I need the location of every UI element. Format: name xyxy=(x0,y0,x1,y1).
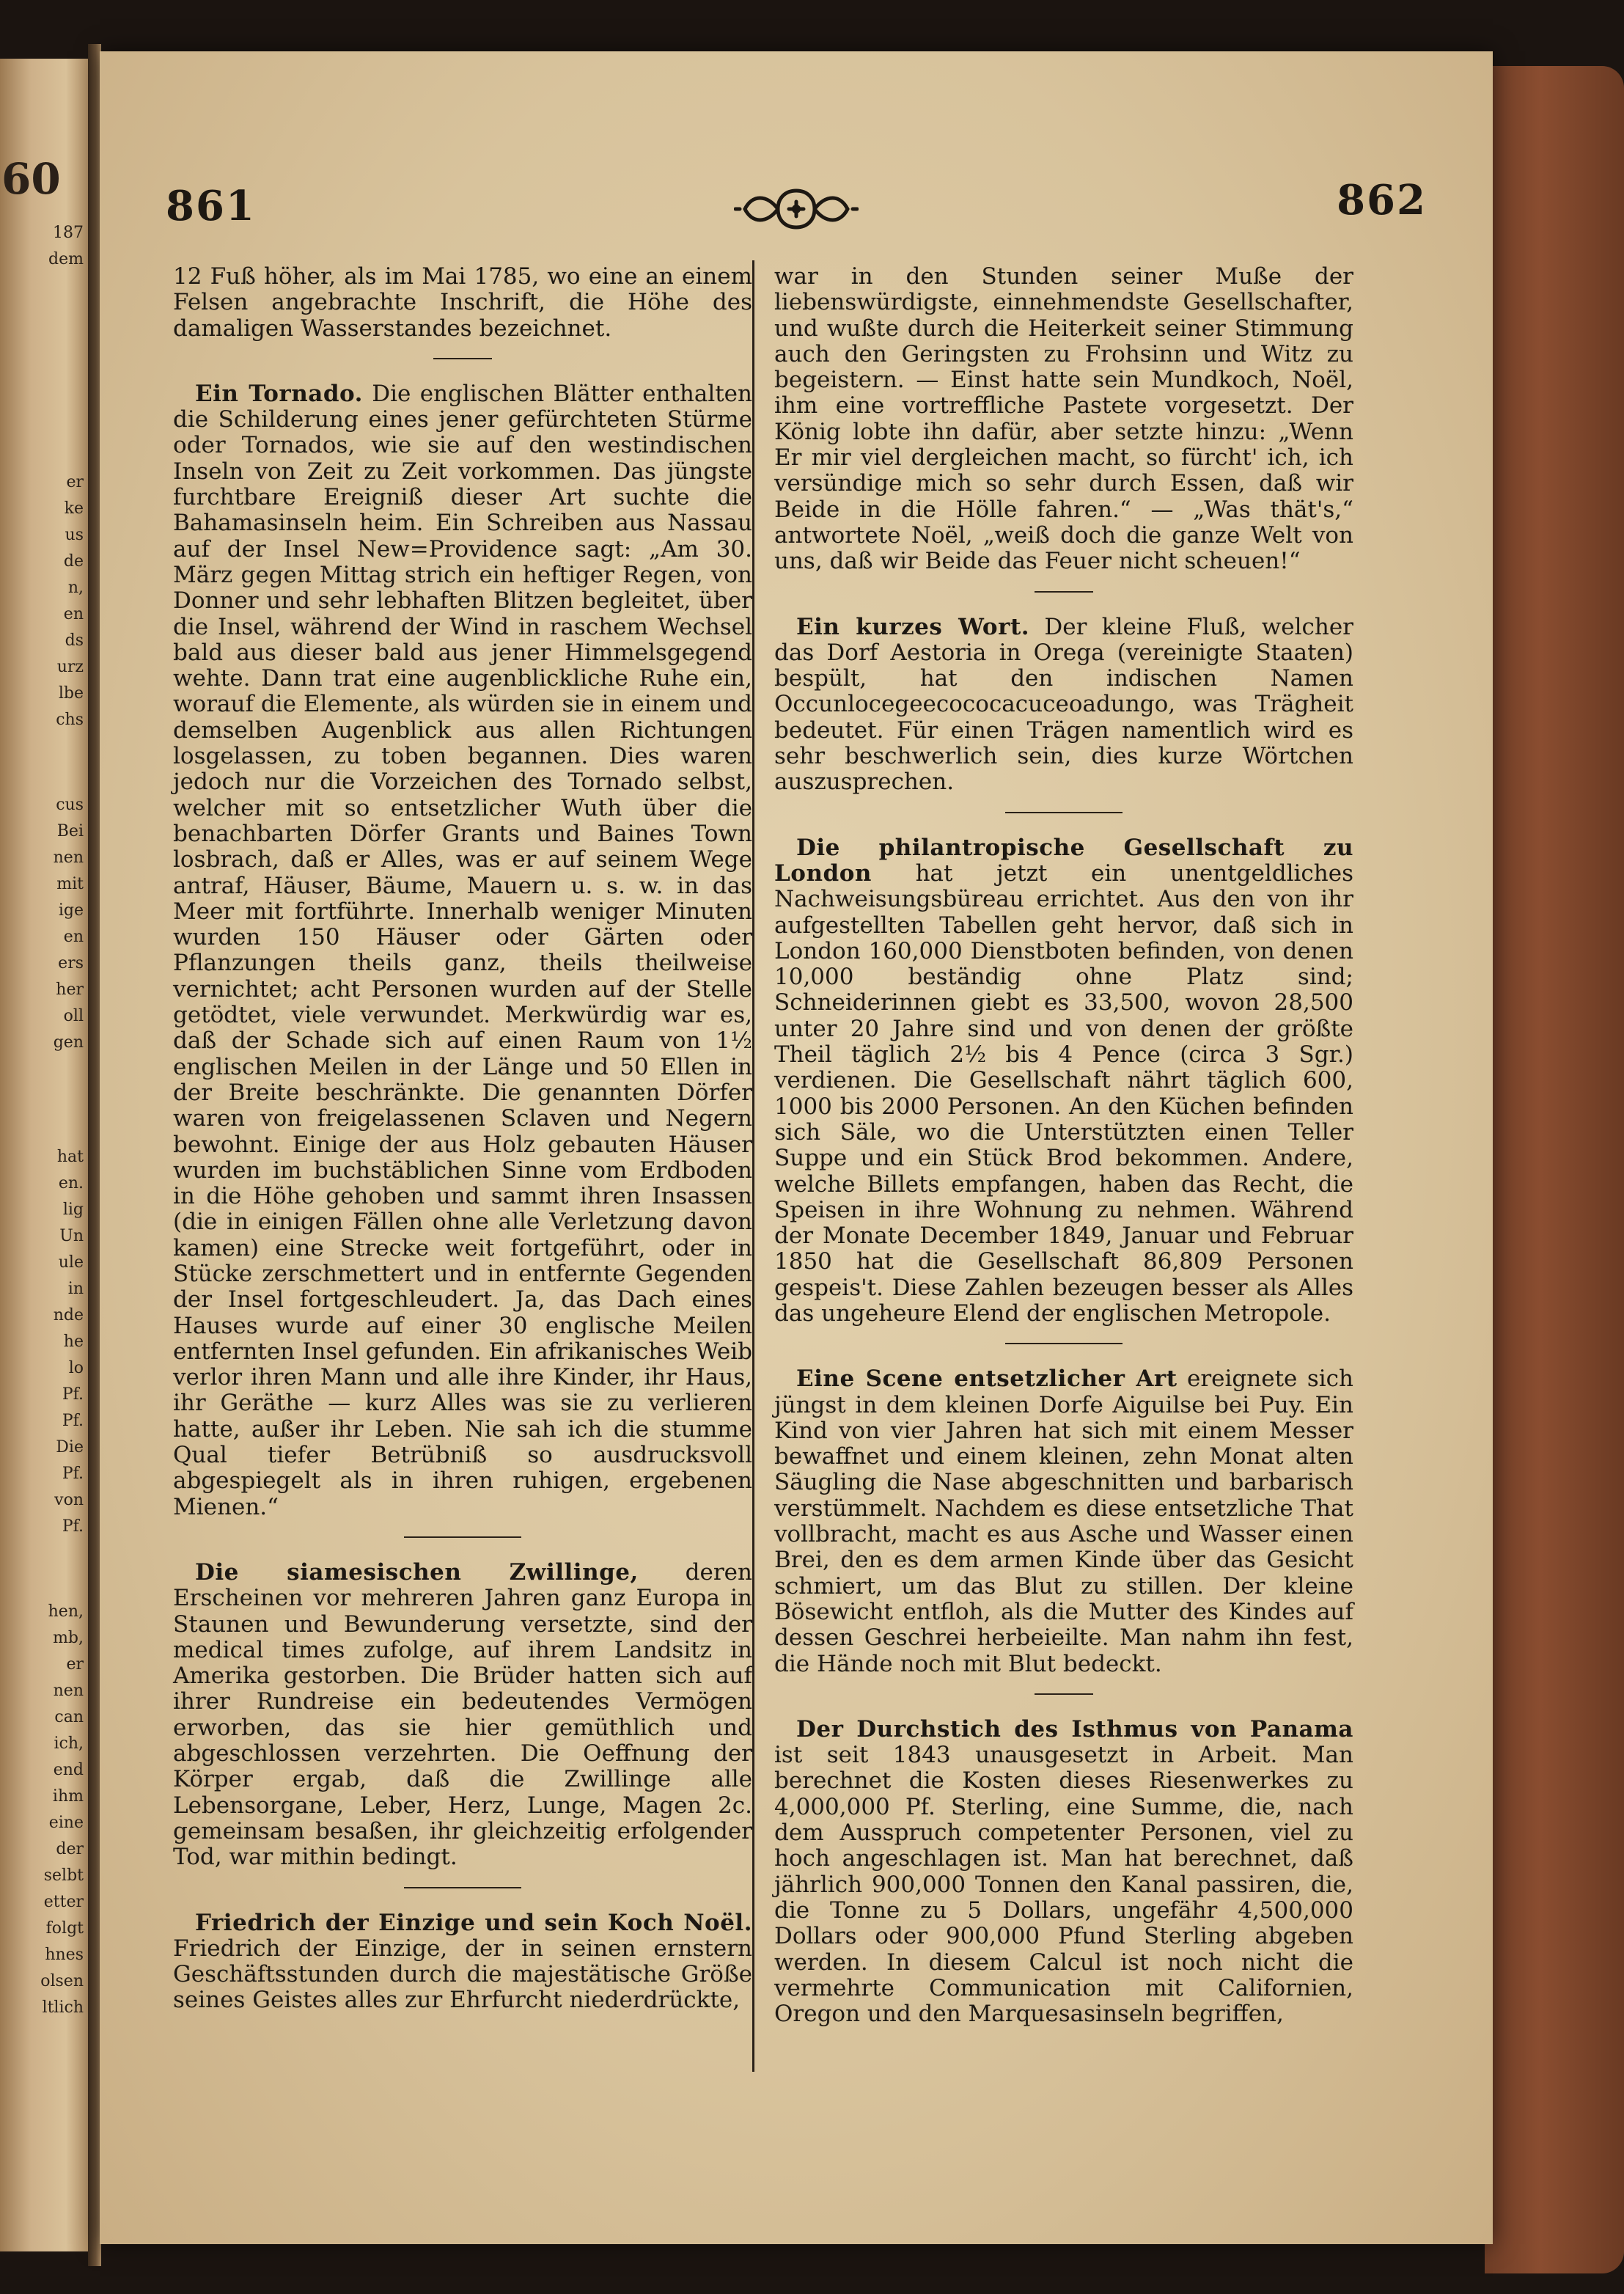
facing-page-fragment-line: von xyxy=(54,1491,84,1509)
facing-page-fragment-line: mb, xyxy=(53,1629,84,1647)
facing-page-text-top xyxy=(3,220,84,273)
facing-page-fragment-line: mit xyxy=(56,875,84,893)
right-column xyxy=(774,264,1353,2031)
facing-page-fragment-line: cus xyxy=(56,796,84,814)
article-text: 12 Fuß höher, als im Mai 1785, wo eine an einem Felsen angebrachte Inschrift, die Höhe des damaligen Wasserstandes bezeichnet. xyxy=(173,263,752,342)
facing-page-fragment-line: er xyxy=(66,1655,84,1674)
facing-page-fragment-line: ihm xyxy=(52,1787,84,1806)
facing-page-text-low xyxy=(3,792,84,1056)
article-text: war in den Stunden seiner Muße der liebenswürdigste, einnehmendste Gesellschafter, und wußte durch die Heiterkeit seiner Stimmung auch den Geringsten zu Frohsinn und Witz zu begeistern. — Einst hatte sein Mundkoch, Noël, ihm eine vortreffliche Pastete vorgesetzt. Der König lobte ihn dafür, aber setzte hinzu: „Wenn Er mir viel dergleichen macht, so fürcht' ich, ich versündige mich so sehr durch Essen, daß wir Beide in die Hölle fahren.“ — „Was thät's,“ antwortete Noël, „weiß doch die ganze Welt von uns, daß wir Beide das Feuer nicht scheuen!“ xyxy=(774,263,1353,575)
article-divider xyxy=(1035,591,1093,593)
facing-page-fragment-line: ers xyxy=(58,954,84,972)
facing-page-fragment-line: dem xyxy=(48,250,84,268)
book-cover-edge xyxy=(1485,66,1624,2273)
facing-page-fragment-line: eine xyxy=(48,1814,84,1832)
article-intro xyxy=(173,264,752,342)
facing-page-fragment-line: 187 xyxy=(53,224,84,242)
facing-page-fragment-line: in xyxy=(67,1280,84,1298)
facing-page-fragment-line: ds xyxy=(65,631,84,650)
facing-page-fragment-line: hen, xyxy=(48,1602,84,1621)
facing-page-fragment-line: Die xyxy=(56,1438,84,1456)
facing-page-fragment-line: nen xyxy=(53,1682,84,1700)
column-divider xyxy=(752,260,754,2072)
facing-page-text-bottom xyxy=(3,1599,84,2021)
facing-page-fragment-line: ule xyxy=(58,1253,84,1272)
facing-page-fragment-line: end xyxy=(53,1761,84,1779)
article-divider xyxy=(404,1536,521,1538)
facing-page-fragment-line: hnes xyxy=(45,1946,84,1964)
book-page xyxy=(100,51,1493,2244)
facing-page-fragment-line: ich, xyxy=(54,1734,84,1753)
article-divider xyxy=(1005,1343,1123,1344)
facing-page-fragment-line: us xyxy=(65,526,84,544)
facing-page-fragment-line: nde xyxy=(53,1306,84,1324)
facing-page-fragment-line: Pf. xyxy=(62,1465,84,1483)
facing-page-fragment-line: ltlich xyxy=(42,1998,84,2017)
article-divider xyxy=(1005,812,1123,813)
facing-page-fragment-line: en xyxy=(63,928,84,946)
facing-page-fragment-line: en xyxy=(63,605,84,623)
facing-page-fragment-line: Pf. xyxy=(62,1385,84,1404)
article-divider xyxy=(1035,1693,1093,1695)
article-text: ist seit 1843 unausgesetzt in Arbeit. Man berechnet die Kosten dieses Riesenwerkes zu 4,000,000 Pf. Sterling, eine Summe, die, nach dem Ausspruch competenter Personen, viel zu hoch angeschlagen ist. Man hat berechnet, daß jährlich 900,000 Tonnen den Kanal passiren, die, die Tonne zu 5 Dollars, ungefähr 4,500,000 Dollars oder 900,000 Pfund Sterling abgeben werden. In diesem Calcul ist noch nicht die vermehrte Communication mit Californien, Oregon und den Marquesasinseln begriffen, xyxy=(774,1742,1353,2028)
facing-page-fragment-line: Bei xyxy=(56,822,84,840)
facing-page-fragment-line: he xyxy=(63,1333,84,1351)
facing-page-text-mid xyxy=(3,469,84,733)
article-siamese-twins xyxy=(173,1560,752,1871)
article-heading: Ein Tornado. xyxy=(195,380,363,407)
page-number-right: 862 xyxy=(1337,176,1427,224)
facing-page-fragment-line: Pf. xyxy=(62,1517,84,1536)
article-heading: Die philantropische Gesellschaft zu London xyxy=(774,834,1353,887)
article-divider xyxy=(433,358,492,359)
article-friedrich-continued xyxy=(774,264,1353,575)
facing-page-fragment-line: nen xyxy=(53,849,84,867)
page-header xyxy=(166,176,1427,264)
article-heading: Der Durchstich des Isthmus von Panama xyxy=(796,1715,1353,1743)
facing-page-fragment-line: selbt xyxy=(43,1866,84,1885)
facing-page-fragment-line: etter xyxy=(43,1893,84,1911)
facing-page-fragment-line: her xyxy=(56,981,84,999)
facing-page-fragment-line: en. xyxy=(58,1174,84,1192)
article-heading: Die siamesischen Zwillinge, xyxy=(195,1558,639,1586)
article-heading: Friedrich der Einzige und sein Koch Noël. xyxy=(195,1909,752,1936)
facing-page-fragment-line: can xyxy=(54,1708,84,1726)
article-terrible-scene xyxy=(774,1366,1353,1677)
article-heading: Ein kurzes Wort. xyxy=(796,613,1030,640)
article-text: deren Erscheinen vor mehreren Jahren ganz Europa in Staunen und Bewunderung versetzte, sind der medical times zufolge, auf ihrem Landsitz in Amerika gestorben. Die Brüder hatten sich auf ihrer Rundreise ein bedeutendes Vermögen erworben, das sie hier gemüthlich und abgeschlossen verzehrten. Die Oeffnung der Körper ergab, daß die Zwillinge alle Lebensorgane, Leber, Herz, Lunge, Magen 2c. gemeinsam besaßen, ihr gleichzeitig erfolgender Tod, war mithin bedingt. xyxy=(173,1558,752,1871)
facing-page-fragment-line: lig xyxy=(62,1201,84,1219)
facing-page-fragment-line: Un xyxy=(59,1227,84,1245)
facing-page-number: 60 xyxy=(1,154,61,204)
facing-page-fragment-line: Pf. xyxy=(62,1412,84,1430)
facing-page-fragment-line: folgt xyxy=(45,1919,84,1938)
facing-page-fragment-line: er xyxy=(66,473,84,491)
article-philanthropic-society xyxy=(774,835,1353,1327)
facing-page-fragment xyxy=(0,59,88,2251)
facing-page-fragment-line: chs xyxy=(56,711,84,729)
facing-page-fragment-line: gen xyxy=(53,1033,84,1052)
facing-page-fragment-line: der xyxy=(56,1840,84,1858)
article-divider xyxy=(404,1887,521,1888)
facing-page-fragment-line: ke xyxy=(64,499,84,518)
facing-page-fragment-line: lbe xyxy=(58,684,84,703)
left-column xyxy=(173,264,752,2018)
article-friedrich xyxy=(173,1910,752,2014)
facing-page-fragment-line: n, xyxy=(67,579,84,597)
page-number-left: 861 xyxy=(166,182,256,230)
article-text: ereignete sich jüngst in dem kleinen Dorfe Aiguilse bei Puy. Ein Kind von vier Jahren hat sich mit einem Messer bewaffnet und einem kleinen, zehn Monat alten Säugling die Nase abgeschnitten und barbarisch verstümmelt. Nachdem es diese entsetzliche That vollbracht, macht es aus Asche und Wasser einen Brei, den es dem armen Kinde über das Gesicht schmiert, um das Blut zu stillen. Der kleine Bösewicht entfloh, als die Mutter des Kindes auf dessen Geschrei herbeieilte. Man nahm ihn fest, die Hände noch mit Blut bedeckt. xyxy=(774,1366,1353,1677)
article-heading: Eine Scene entsetzlicher Art xyxy=(796,1366,1177,1393)
facing-page-fragment-line: de xyxy=(63,552,84,571)
facing-page-fragment-line: ige xyxy=(58,901,84,920)
article-text: hat jetzt ein unentgeldliches Nachweisungsbüreau errichtet. Aus den von ihr aufgestellten Tabellen geht hervor, daß sich in London 160,000 Dienstboten befinden, von denen 10,000 beständig ohne Platz sind; Schneiderinnen giebt es 33,500, wovon 28,500 unter 20 Jahre sind und von denen der größte Theil täglich 2½ bis 4 Pence (circa 3 Sgr.) verdienen. Die Gesellschaft nährt täglich 600, 1000 bis 2000 Personen. An den Küchen befinden sich Säle, wo die Unterstützten einen Teller Suppe und ein Stück Brod bekommen. Andere, welche Billets empfangen, haben das Recht, die Speisen in ihre Wohnung zu nehmen. Während der Monate December 1849, Januar und Februar 1850 hat die Gesellschaft 86,809 Personen gespeis't. Diese Zahlen bezeugen besser als Alles das ungeheure Elend der englischen Metropole. xyxy=(774,860,1353,1327)
facing-page-fragment-line: olsen xyxy=(40,1972,84,1990)
article-text: Der kleine Fluß, welcher das Dorf Aestoria in Orega (vereinigte Staaten) bespült, hat den indischen Namen Occunlocegeecococacuceoadungo, was Trägheit bedeutet. Für einen Trägen namentlich wird es sehr beschwerlich sein, dies kurze Wörtchen auszusprechen. xyxy=(774,613,1353,796)
facing-page-fragment-line: hat xyxy=(56,1148,84,1166)
article-text: Friedrich der Einzige, der in seinen ernstern Geschäftsstunden durch die majestätische Größe seines Geistes alles zur Ehrfurcht niederdrückte, xyxy=(173,1935,752,2014)
facing-page-fragment-line: lo xyxy=(68,1359,84,1377)
article-tornado xyxy=(173,381,752,1520)
facing-page-fragment-line: urz xyxy=(56,658,84,676)
article-panama xyxy=(774,1717,1353,2028)
article-short-word xyxy=(774,615,1353,796)
facing-page-fragment-line: oll xyxy=(63,1007,84,1025)
ornament-icon xyxy=(734,176,859,242)
facing-page-text-lower xyxy=(3,1144,84,1540)
article-text: Die englischen Blätter enthalten die Schilderung eines jener gefürchteten Stürme oder Tornados, wie sie auf den westindischen Inseln von Zeit zu Zeit vorkommen. Das jüngste furchtbare Ereigniß dieser Art suchte die Bahamasinseln heim. Ein Schreiben aus Nassau auf der Insel New=Providence sagt: „Am 30. März gegen Mittag strich ein heftiger Regen, von Donner und sehr lebhaften Blitzen begleitet, über die Insel, während der Wind in raschem Wechsel bald aus dieser bald aus jener Himmelsgegend wehte. Dann trat eine augenblickliche Ruhe ein, worauf die Elemente, als würden sie in einem und demselben Augenblick aus allen Richtungen losgelassen, zu toben begannen. Dies waren jedoch nur die Vorzeichen des Tornado selbst, welcher mit so entsetzlicher Wuth über die benachbarten Dörfer Grants und Baines Town losbrach, daß er Alles, was er auf seinem Wege antraf, Häuser, Bäume, Mauern u. s. w. in das Meer mit fortführte. Innerhalb weniger Minuten wurden 150 Häuser oder Gärten oder Pflanzungen theils ganz, theils theilweise vernichtet; acht Personen wurden auf der Stelle getödtet, viele verwundet. Merkwürdig war es, daß der Schade sich auf einen Raum von 1½ englischen Meilen in der Länge und 50 Ellen in der Breite beschränkte. Die genannten Dörfer waren von freigelassenen Sclaven und Negern bewohnt. Einige der aus Holz gebauten Häuser wurden im buchstäblichen Sinne vom Erdboden in die Höhe gehoben und sammt ihren Insassen (die in einigen Fällen ohne alle Verletzung davon kamen) eine Strecke weit fortgeführt, oder in Stücke zerschmettert und in entfernte Gegenden der Insel fortgeschleudert. Ja, das Dach eines Hauses wurde auf einer 30 englische Meilen entfernten Insel gefunden. Ein afrikanisches Weib verlor ihren Mann und alle ihre Kinder, ihr Haus, ihr Geräthe — kurz Alles was sie zu verlieren hatte, außer ihr Leben. Nie sah ich die stumme Qual tiefer Betrübniß so ausdrucksvoll abgespiegelt als in ihren ruhigen, ergebenen Mienen.“ xyxy=(173,380,752,1520)
